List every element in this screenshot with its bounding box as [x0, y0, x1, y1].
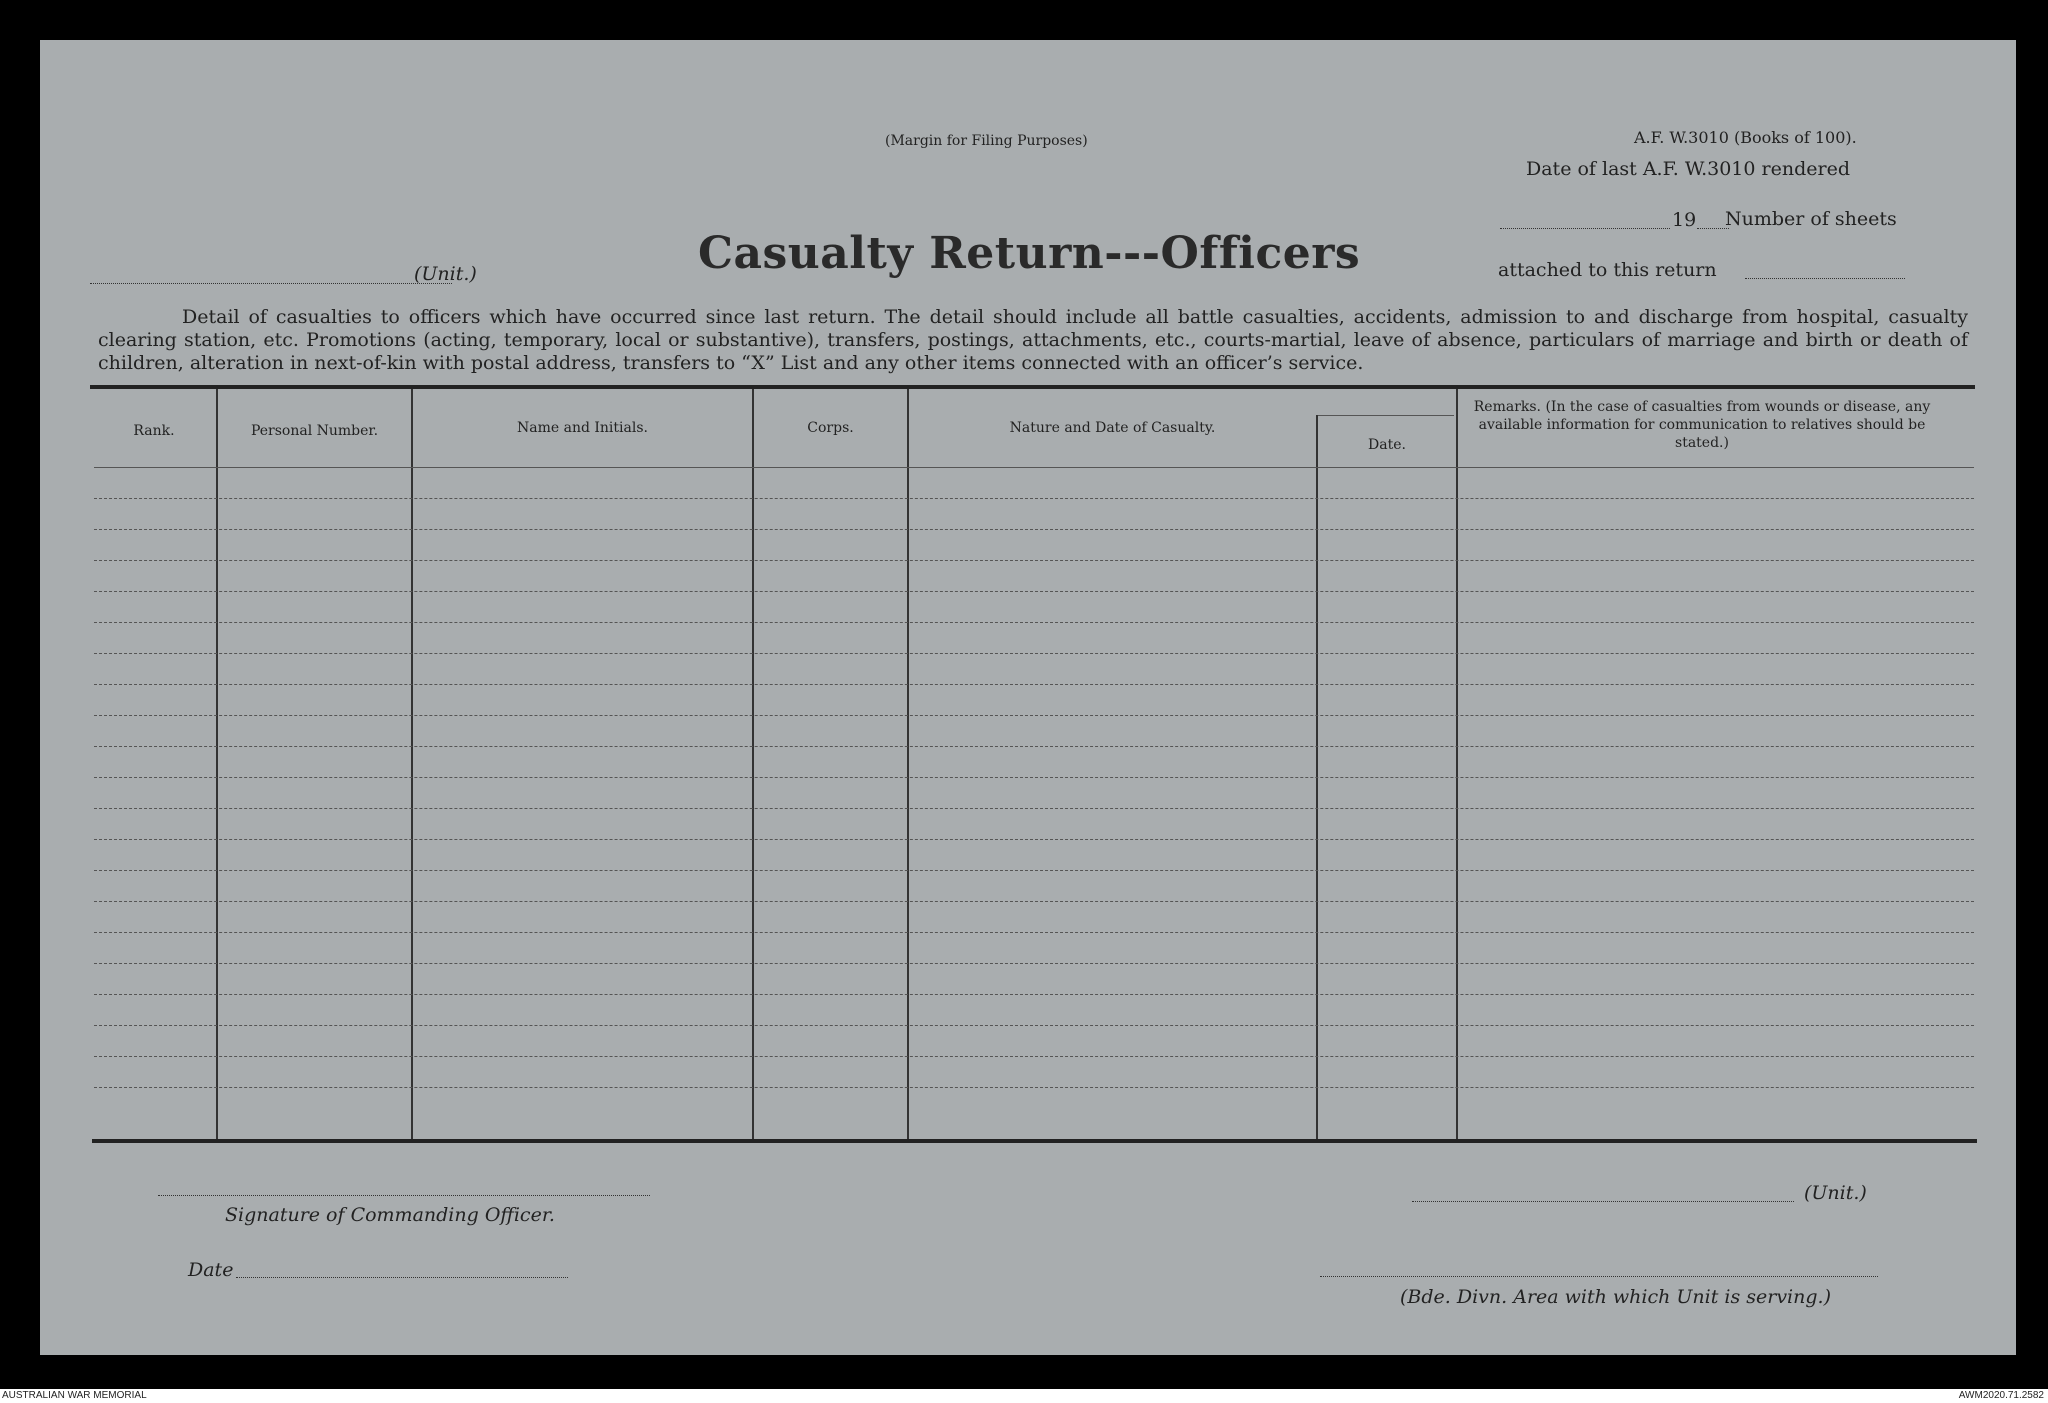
date-rendered-field[interactable]: [1500, 228, 1670, 229]
archive-id: AWM2020.71.2582: [1958, 1390, 2044, 1401]
form-number: A.F. W.3010 (Books of 100).: [1634, 128, 1857, 147]
unit-signature-field[interactable]: [1412, 1201, 1794, 1202]
table-row[interactable]: [94, 1087, 1974, 1088]
date-of-last-label: Date of last A.F. W.3010 rendered: [1526, 158, 1850, 180]
unit-label: (Unit.): [414, 263, 477, 285]
form-title: Casualty Return---Officers: [698, 228, 1361, 279]
form-sheet: [40, 40, 2016, 1355]
table-row[interactable]: [94, 932, 1974, 933]
table-row[interactable]: [94, 591, 1974, 592]
table-row[interactable]: [94, 684, 1974, 685]
header-nature: Nature and Date of Casualty.: [1009, 420, 1216, 436]
attached-label: attached to this return: [1498, 259, 1717, 281]
table-row[interactable]: [94, 901, 1974, 902]
col-divider: [1456, 389, 1458, 1139]
header-remarks: Remarks. (In the case of casualties from wounds or disease, any available information for communication to relatives should be stated.): [1473, 399, 1931, 451]
table-row[interactable]: [94, 1056, 1974, 1057]
table-row[interactable]: [94, 746, 1974, 747]
date-field[interactable]: [236, 1277, 568, 1278]
year-prefix: 19: [1672, 209, 1697, 231]
table-row[interactable]: [94, 622, 1974, 623]
col-divider: [411, 389, 413, 1139]
table-row[interactable]: [94, 1025, 1974, 1026]
date-label: Date: [188, 1259, 234, 1281]
signature-label: Signature of Commanding Officer.: [225, 1204, 555, 1226]
unit-signature-label: (Unit.): [1804, 1182, 1867, 1204]
signature-field[interactable]: [158, 1195, 650, 1196]
date-header-rule: [1318, 415, 1454, 416]
table-row[interactable]: [94, 777, 1974, 778]
col-divider: [752, 389, 754, 1139]
table-row[interactable]: [94, 653, 1974, 654]
table-row[interactable]: [94, 560, 1974, 561]
header-personal-number: Personal Number.: [250, 423, 379, 439]
col-divider: [907, 389, 909, 1139]
instructions-paragraph: Detail of casualties to officers which have occurred since last return. The detail should include all battle casualties, accidents, admission to and discharge from hospital, casualty clearing station, etc. Promotions (acting, temporary, local or substantive), transfers, postings, attachments, etc., courts-martial, leave of absence, particulars of marriage and birth or death of children, alteration in next-of-kin with postal address, transfers to “X” List and any other items connected with an officer’s service.: [98, 306, 1968, 374]
header-rank: Rank.: [133, 423, 175, 439]
table-row[interactable]: [94, 808, 1974, 809]
archive-name: AUSTRALIAN WAR MEMORIAL: [2, 1390, 147, 1401]
table-row[interactable]: [94, 715, 1974, 716]
archive-footer: [0, 1389, 2048, 1403]
table-row[interactable]: [94, 467, 1974, 468]
table-row[interactable]: [94, 529, 1974, 530]
table-bottom-rule: [92, 1139, 1977, 1143]
header-date: Date.: [1368, 437, 1406, 453]
table-row[interactable]: [94, 870, 1974, 871]
table-row[interactable]: [94, 963, 1974, 964]
table-row[interactable]: [94, 839, 1974, 840]
header-corps: Corps.: [807, 420, 854, 436]
number-of-sheets-label: Number of sheets: [1725, 208, 1897, 230]
table-top-rule: [90, 385, 1975, 389]
header-name: Name and Initials.: [517, 420, 648, 436]
table-row[interactable]: [94, 498, 1974, 499]
table-row[interactable]: [94, 994, 1974, 995]
bde-field[interactable]: [1320, 1276, 1878, 1277]
unit-field[interactable]: [90, 283, 452, 284]
sheets-field[interactable]: [1745, 278, 1905, 279]
bde-label: (Bde. Divn. Area with which Unit is serving.): [1400, 1286, 1831, 1308]
col-divider: [216, 389, 218, 1139]
margin-note: (Margin for Filing Purposes): [885, 133, 1088, 149]
